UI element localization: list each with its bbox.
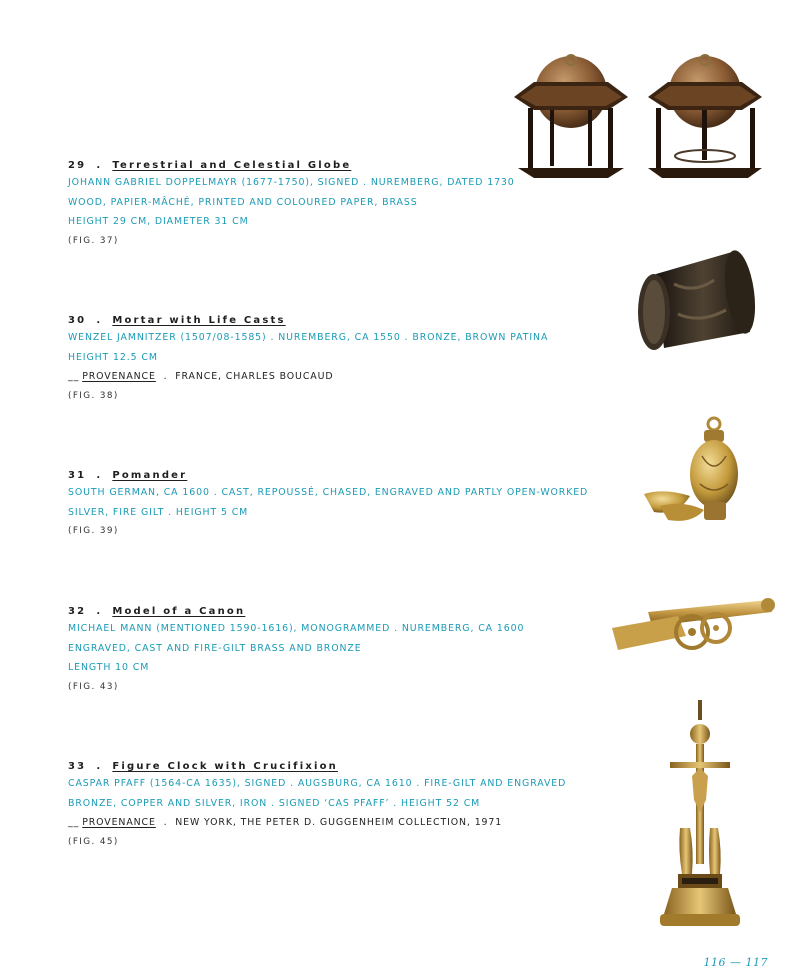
figure-reference: (FIG. 45)	[68, 836, 119, 847]
clock-image	[652, 700, 748, 934]
lot-31-heading	[68, 469, 588, 483]
lot-31	[68, 469, 588, 542]
lot-detail-line: HEIGHT 12.5 CM	[68, 351, 158, 363]
heading-separator: .	[96, 470, 103, 481]
lot-title: Model of a Canon	[112, 606, 246, 617]
figure-reference: (FIG. 43)	[68, 681, 119, 692]
lot-detail-line: BRONZE, COPPER AND SILVER, IRON . SIGNED ‘CAS PFAFF’ . HEIGHT 52 CM	[68, 797, 481, 809]
lot-detail-line: CASPAR PFAFF (1564-CA 1635), SIGNED . AUGSBURG, CA 1610 . FIRE-GILT AND ENGRAVED	[68, 778, 567, 789]
lot-30	[68, 314, 548, 406]
heading-separator: .	[96, 761, 103, 772]
provenance-line	[68, 813, 566, 833]
canon-image	[608, 592, 776, 662]
lot-number: 30	[68, 315, 87, 326]
lot-33	[68, 760, 566, 852]
heading-separator: .	[96, 315, 103, 326]
lot-32	[68, 605, 524, 697]
figure-reference: (FIG. 38)	[68, 390, 119, 401]
figure-reference: (FIG. 39)	[68, 526, 119, 536]
mortar-image	[634, 244, 756, 356]
provenance-dash: __	[68, 371, 80, 382]
lot-title: Mortar with Life Casts	[112, 315, 286, 326]
heading-separator: .	[96, 160, 103, 171]
globes-image	[508, 52, 774, 184]
provenance-label: PROVENANCE	[82, 371, 156, 382]
lot-29-heading	[68, 159, 515, 173]
lot-detail-line: JOHANN GABRIEL DOPPELMAYR (1677-1750), SIGNED . NUREMBERG, DATED 1730	[68, 177, 515, 188]
lot-title: Figure Clock with Crucifixion	[112, 761, 338, 772]
lot-number: 29	[68, 160, 87, 171]
lot-title: Pomander	[112, 470, 188, 481]
provenance-label: PROVENANCE	[82, 817, 156, 828]
lot-29	[68, 159, 515, 251]
lot-title: Terrestrial and Celestial Globe	[112, 160, 352, 171]
lot-detail-line: MICHAEL MANN (MENTIONED 1590-1616), MONOGRAMMED . NUREMBERG, CA 1600	[68, 623, 525, 634]
lot-detail-line: WOOD, PAPIER-MÂCHÉ, PRINTED AND COLOURED PAPER, BRASS	[68, 196, 418, 208]
lot-detail-line: ENGRAVED, CAST AND FIRE-GILT BRASS AND BRONZE	[68, 642, 362, 654]
pomander-image	[640, 416, 744, 526]
figure-reference: (FIG. 37)	[68, 235, 119, 246]
lot-number: 33	[68, 761, 87, 772]
lot-30-heading	[68, 314, 548, 328]
lot-detail-line: SILVER, FIRE GILT . HEIGHT 5 CM	[68, 506, 249, 518]
provenance-text: . FRANCE, CHARLES BOUCAUD	[155, 371, 334, 382]
lot-33-heading	[68, 760, 566, 774]
lot-detail-line: WENZEL JAMNITZER (1507/08-1585) . NUREMBERG, CA 1550 . BRONZE, BROWN PATINA	[68, 332, 549, 343]
provenance-dash: __	[68, 817, 80, 828]
lot-detail-line: HEIGHT 29 CM, DIAMETER 31 CM	[68, 216, 249, 227]
provenance-line	[68, 367, 548, 387]
page-numbers: 116 — 117	[703, 956, 768, 969]
lot-32-heading	[68, 605, 524, 619]
lot-number: 31	[68, 470, 87, 481]
provenance-text: . NEW YORK, THE PETER D. GUGGENHEIM COLLECTION, 1971	[155, 817, 503, 828]
heading-separator: .	[96, 606, 103, 617]
lot-detail-line: SOUTH GERMAN, CA 1600 . CAST, REPOUSSÉ, CHASED, ENGRAVED AND PARTLY OPEN-WORKED	[68, 487, 589, 498]
lot-detail-line: LENGTH 10 CM	[68, 662, 150, 673]
lot-number: 32	[68, 606, 87, 617]
